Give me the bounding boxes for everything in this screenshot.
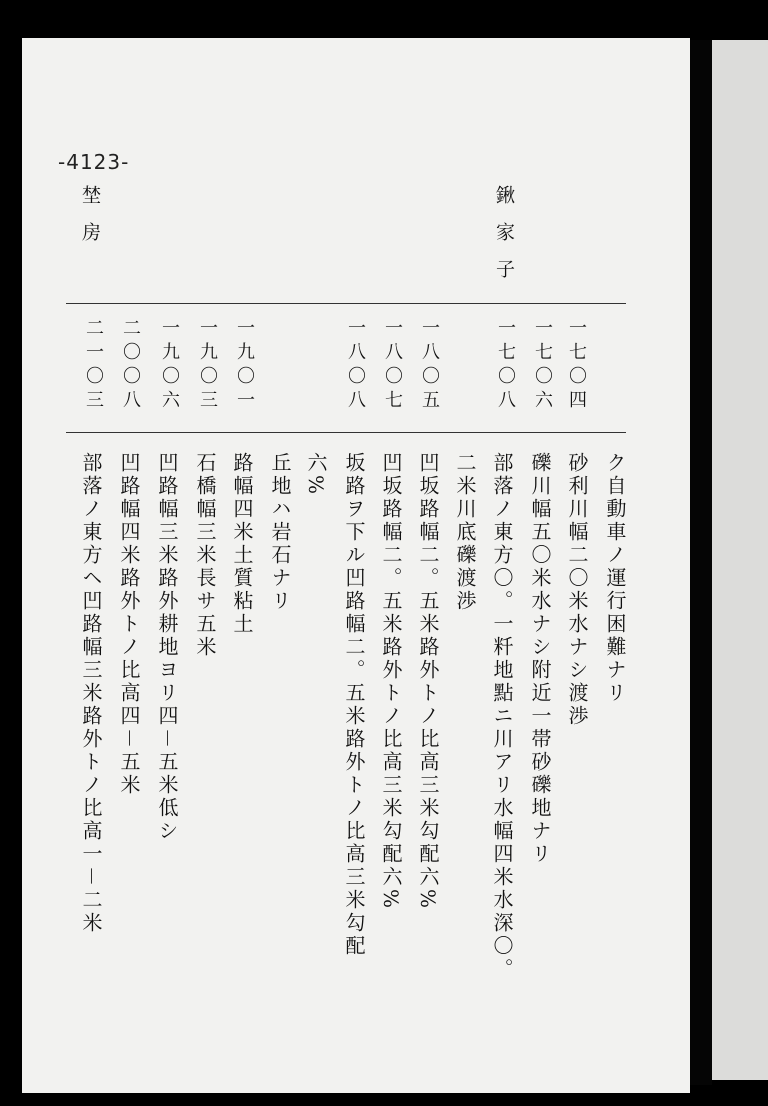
header-rule — [66, 303, 626, 304]
description-entry: 凹路幅三米路外耕地ヨリ四－五米低シ — [155, 452, 179, 843]
distance-entry: 一七〇八 — [495, 318, 516, 414]
distance-entry: 一九〇一 — [234, 318, 255, 414]
description-entry: 二米川底礫渡渉 — [453, 452, 477, 613]
description-entry: 路幅四米土質粘土 — [230, 452, 254, 636]
distance-entry: 二一〇三 — [83, 318, 104, 414]
distance-entry: 一八〇七 — [382, 318, 403, 414]
description-entry: 部落ノ東方〇。一粁地點ニ川アリ水幅四米水深〇。 — [490, 452, 514, 981]
description-entry: 礫川幅五〇米水ナシ附近一帯砂礫地ナリ — [528, 452, 552, 866]
description-entry: 丘地ハ岩石ナリ — [268, 452, 292, 613]
distance-entry: 一九〇六 — [159, 318, 180, 414]
header-left-term: 埜房 — [79, 185, 101, 259]
description-entry: ク自動車ノ運行困難ナリ — [603, 452, 627, 705]
distance-entry: 一八〇五 — [419, 318, 440, 414]
description-entry: 凹坂路幅二。五米路外トノ比高三米勾配六% — [416, 452, 440, 912]
description-entry: 石橋幅三米長サ五米 — [193, 452, 217, 659]
header-right-term: 鍬家子 — [493, 185, 515, 296]
distance-entry: 一九〇三 — [197, 318, 218, 414]
description-entry: 坂路ヲ下ル凹路幅二。五米路外トノ比高三米勾配 — [342, 452, 366, 958]
distance-entry: 一七〇四 — [566, 318, 587, 414]
description-entry: 部落ノ東方ヘ凹路幅三米路外トノ比高一－二米 — [79, 452, 103, 935]
distance-entry: 一八〇八 — [345, 318, 366, 414]
folio-number: -4123- — [58, 150, 130, 174]
description-entry: 六% — [304, 452, 328, 498]
book-spine — [690, 40, 712, 1085]
description-entry: 凹路幅四米路外トノ比高四－五米 — [117, 452, 141, 797]
distance-entry: 二〇〇八 — [120, 318, 141, 414]
distance-entry: 一七〇六 — [532, 318, 553, 414]
next-page-edge — [712, 40, 768, 1080]
description-entry: 凹坂路幅二。五米路外トノ比高三米勾配六% — [379, 452, 403, 912]
description-entry: 砂利川幅二〇米水ナシ渡渉 — [565, 452, 589, 728]
distance-rule — [66, 432, 626, 433]
